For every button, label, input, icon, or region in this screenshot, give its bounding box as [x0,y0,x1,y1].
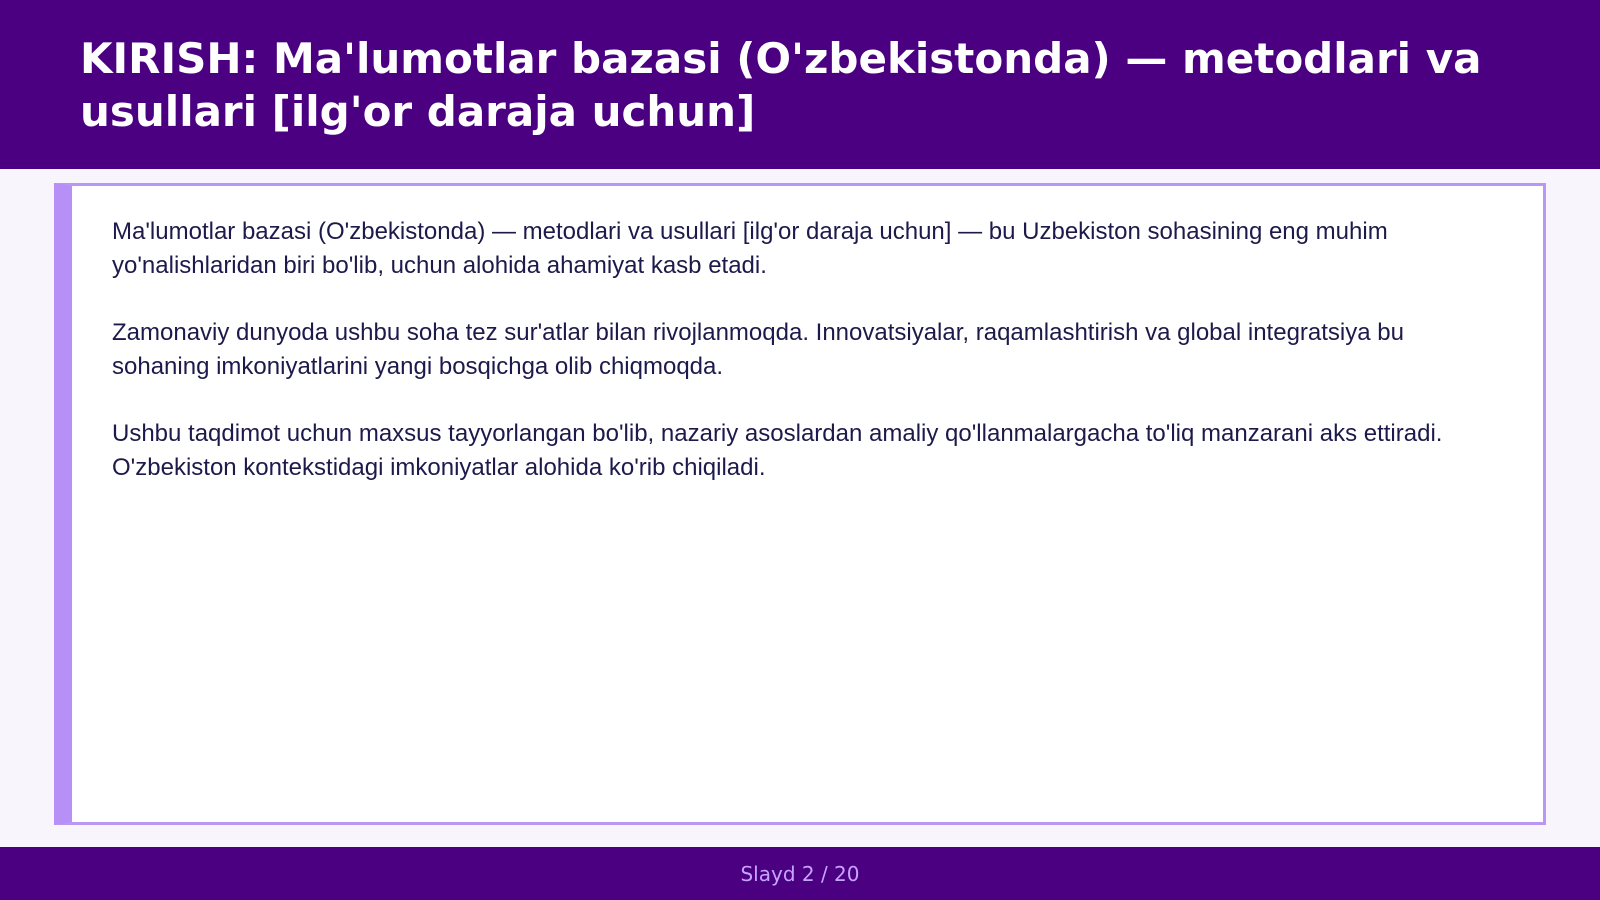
slide-content-panel [54,183,1546,825]
paragraph-intro: Ma'lumotlar bazasi (O'zbekistonda) — metodlari va usullari [ilg'or daraja uchun] — bu Uzbekiston sohasining eng muhim yo'nalishlaridan biri bo'lib, uchun alohida ahamiyat kasb etadi. [112,218,1388,279]
slide-counter: Slayd 2 / 20 [740,861,860,886]
paragraph-presentation-scope: Ushbu taqdimot uchun maxsus tayyorlangan bo'lib, nazariy asoslardan amaliy qo'llanmalargacha to'liq manzarani aks ettiradi. O'zbekiston kontekstidagi imkoniyatlar alohida ko'rib chiqiladi. [112,420,1443,481]
slide-header [0,0,1600,169]
paragraph-modern-world: Zamonaviy dunyoda ushbu soha tez sur'atlar bilan rivojlanmoqda. Innovatsiyalar, raqamlashtirish va global integratsiya bu sohaning imkoniyatlarini yangi bosqichga olib chiqmoqda. [112,319,1404,380]
slide-title: KIRISH: Ma'lumotlar bazasi (O'zbekistonda) — metodlari va usullari [ilg'or daraja uchun] [80,34,1482,136]
slide-footer [0,847,1600,900]
